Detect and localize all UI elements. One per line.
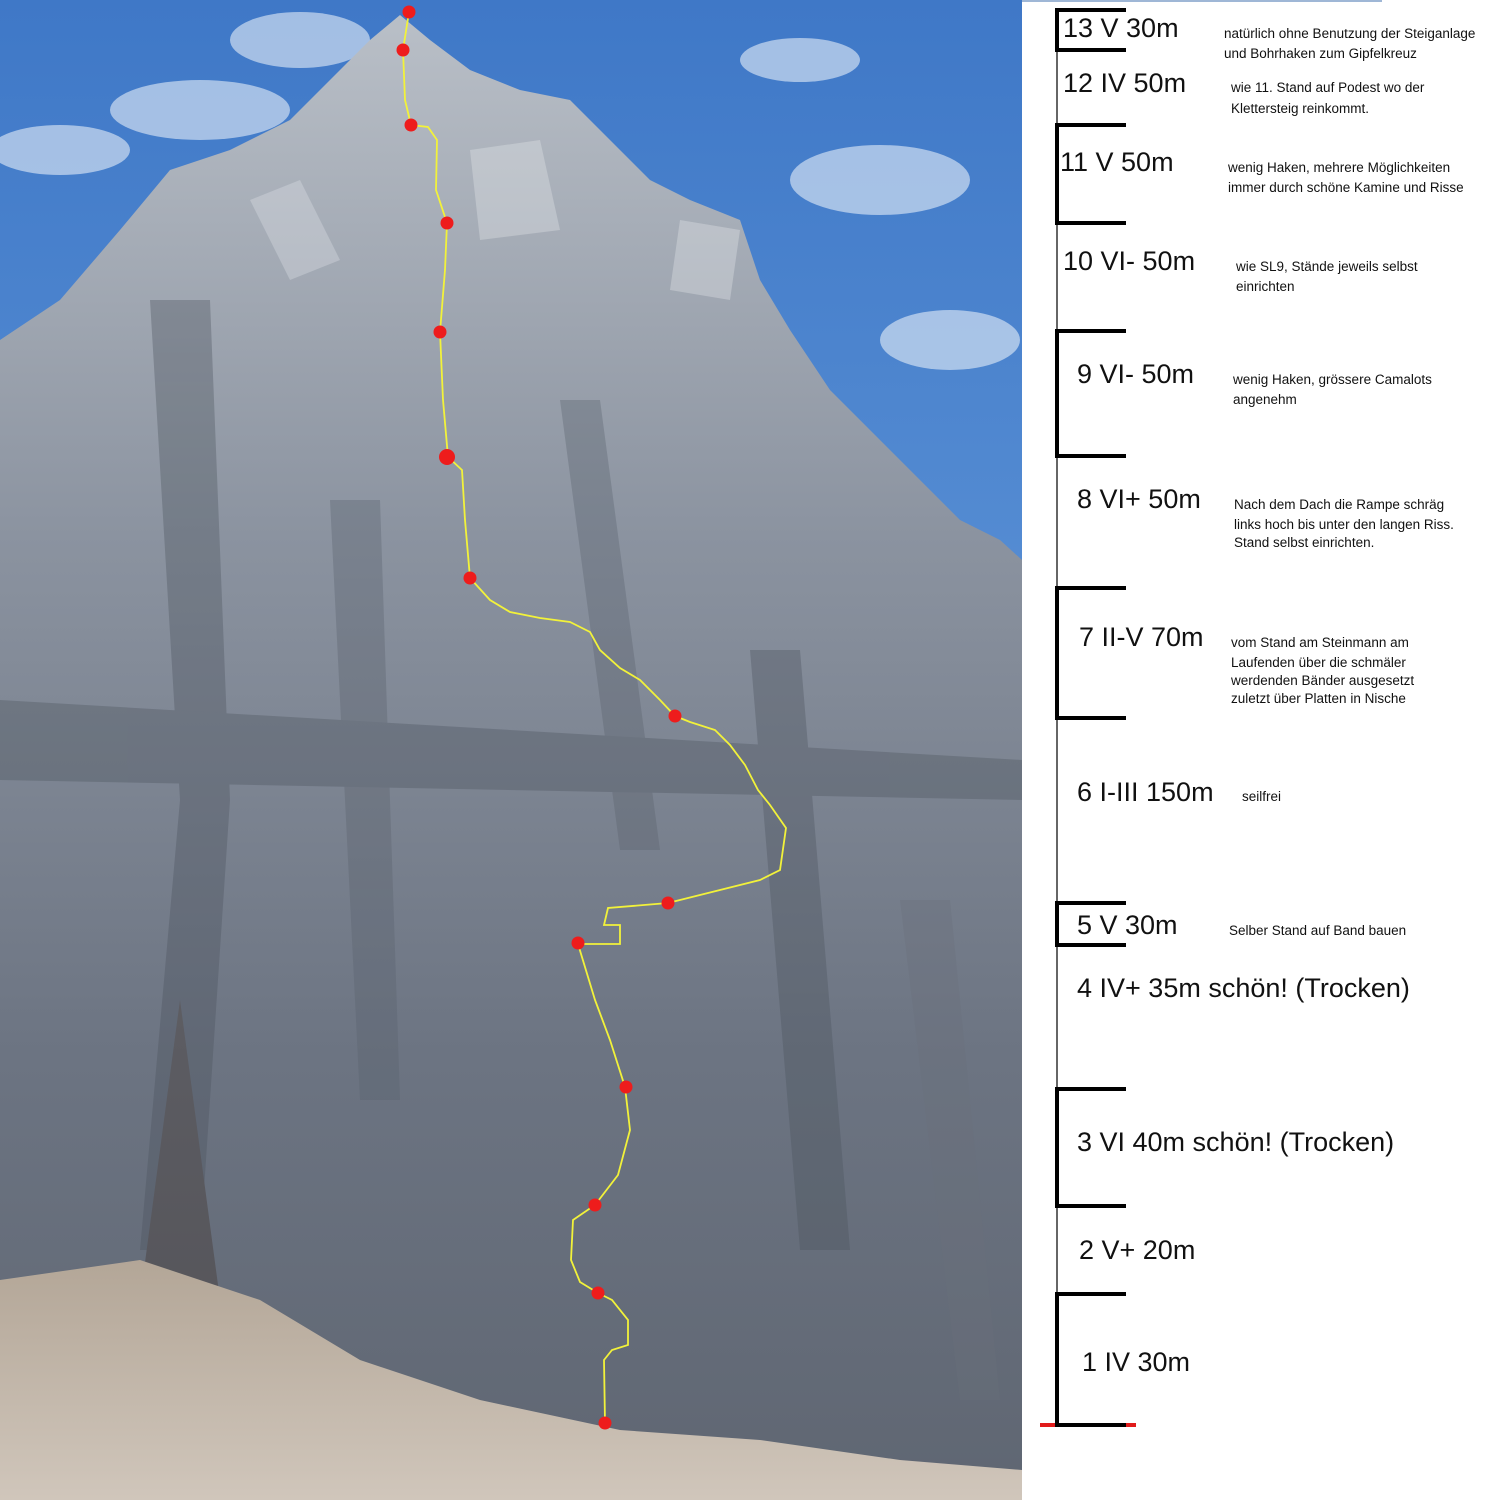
pitch-12-note-1: wie 11. Stand auf Podest wo der — [1231, 80, 1425, 95]
belay-point — [620, 1081, 633, 1094]
pitch-10-label: 10 VI- 50m — [1063, 246, 1196, 276]
pitch-8-note-3: Stand selbst einrichten. — [1234, 535, 1375, 550]
pitch-12-note-2: Klettersteig reinkommt. — [1231, 101, 1370, 116]
pitch-5-label: 5 V 30m — [1077, 910, 1178, 940]
pitch-bracket — [1057, 331, 1126, 456]
pitch-4-label: 4 IV+ 35m schön! (Trocken) — [1077, 973, 1410, 1003]
pitch-8-note-2: links hoch bis unter den langen Riss. — [1234, 517, 1454, 532]
pitch-13-label: 13 V 30m — [1063, 13, 1179, 43]
belay-point — [441, 217, 454, 230]
pitch-12-label: 12 IV 50m — [1063, 68, 1187, 98]
pitch-5-note-1: Selber Stand auf Band bauen — [1229, 923, 1407, 938]
belay-point — [434, 326, 447, 339]
pitch-7-note-3: werdenden Bänder ausgesetzt — [1231, 673, 1415, 688]
belay-point — [669, 710, 682, 723]
pitch-6-note-1: seilfrei — [1242, 789, 1282, 804]
pitch-6-label: 6 I-III 150m — [1077, 777, 1214, 807]
pitch-9-label: 9 VI- 50m — [1077, 359, 1195, 389]
pitch-7-note-2: Laufenden über die schmäler — [1231, 655, 1406, 670]
pitch-1-label: 1 IV 30m — [1082, 1347, 1191, 1377]
pitch-10-note-2: einrichten — [1236, 279, 1295, 294]
pitch-11-note-1: wenig Haken, mehrere Möglichkeiten — [1228, 160, 1451, 175]
pitch-11-note-2: immer durch schöne Kamine und Risse — [1228, 180, 1464, 195]
belay-point — [397, 44, 410, 57]
pitch-8-note-1: Nach dem Dach die Rampe schräg — [1234, 497, 1445, 512]
belay-point — [405, 119, 418, 132]
pitch-7-note-4: zuletzt über Platten in Nische — [1231, 691, 1406, 706]
pitch-list — [1060, 13, 1475, 1377]
belay-point — [589, 1199, 602, 1212]
pitch-9-note-2: angenehm — [1233, 392, 1297, 407]
pitch-13-note-1: natürlich ohne Benutzung der Steiganlage — [1224, 26, 1476, 41]
pitch-9-note-1: wenig Haken, grössere Camalots — [1233, 372, 1432, 387]
pitch-brackets — [1057, 10, 1126, 1425]
pitch-bracket — [1057, 588, 1126, 718]
belay-point — [439, 449, 455, 465]
belay-point — [403, 6, 416, 19]
pitch-7-label: 7 II-V 70m — [1079, 622, 1204, 652]
belay-point — [572, 937, 585, 950]
pitch-3-label: 3 VI 40m schön! (Trocken) — [1077, 1127, 1395, 1157]
pitch-8-label: 8 VI+ 50m — [1077, 484, 1201, 514]
pitch-10-note-1: wie SL9, Stände jeweils selbst — [1236, 259, 1418, 274]
belay-point — [662, 897, 675, 910]
belay-point — [464, 572, 477, 585]
belay-point — [592, 1287, 605, 1300]
pitch-13-note-2: und Bohrhaken zum Gipfelkreuz — [1224, 46, 1417, 61]
topo-diagram — [1022, 0, 1488, 1500]
belay-point — [599, 1417, 612, 1430]
pitch-11-label: 11 V 50m — [1060, 147, 1174, 177]
pitch-7-note-1: vom Stand am Steinmann am — [1231, 635, 1409, 650]
pitch-2-label: 2 V+ 20m — [1079, 1235, 1196, 1265]
